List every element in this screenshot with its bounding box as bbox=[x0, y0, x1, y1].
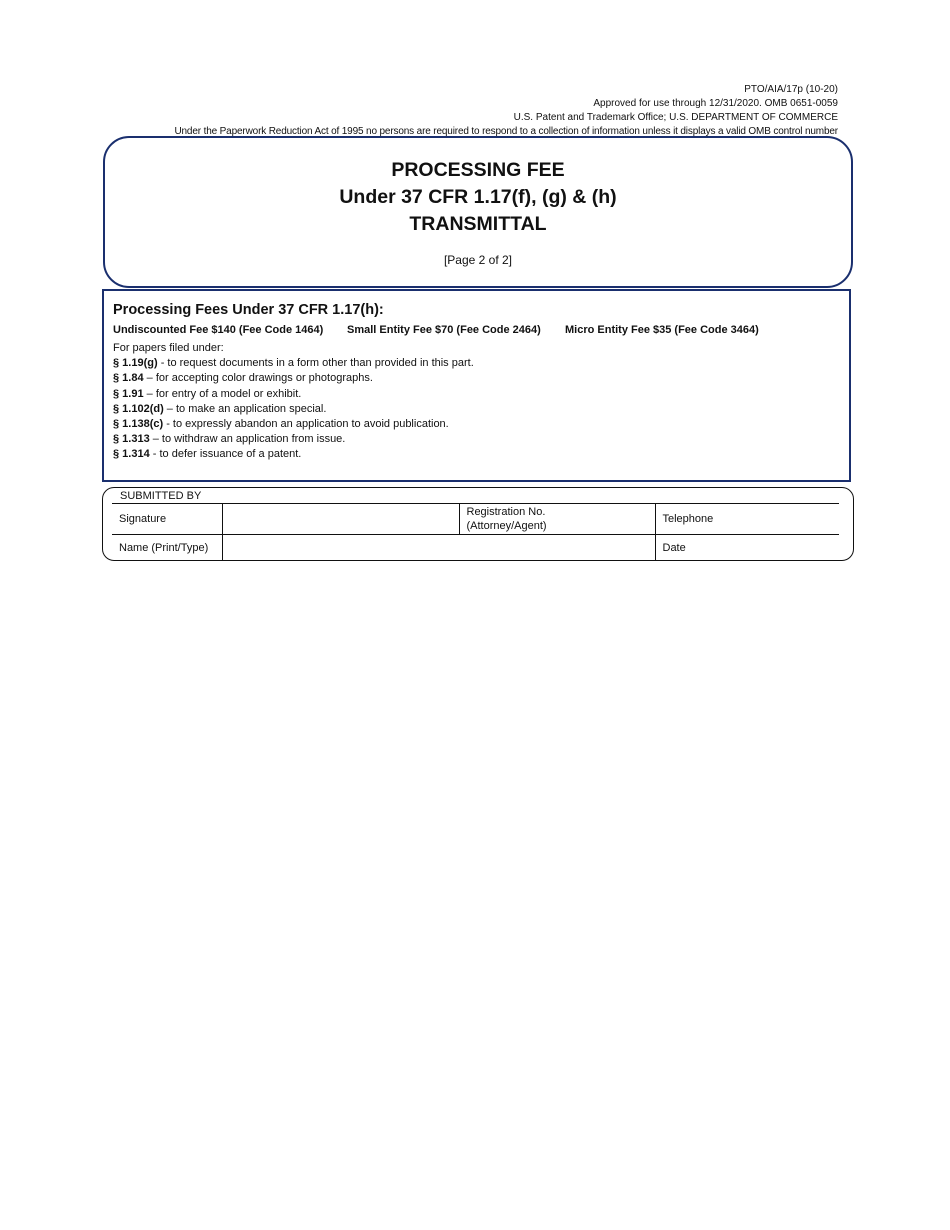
telephone-field[interactable] bbox=[655, 504, 839, 535]
form-header bbox=[174, 83, 838, 139]
agency-name: U.S. Patent and Trademark Office; U.S. DEPARTMENT OF COMMERCE bbox=[513, 112, 838, 123]
rule-number: § 1.102(d) bbox=[113, 402, 164, 415]
date-label: Date bbox=[662, 541, 686, 554]
rule-description: - to request documents in a form other than provided in this part. bbox=[157, 357, 474, 370]
rule-description: – to make an application special. bbox=[163, 402, 327, 415]
rule-description: – to withdraw an application from issue. bbox=[149, 433, 346, 446]
rule-number: § 1.84 bbox=[113, 372, 144, 385]
telephone-label: Telephone bbox=[662, 513, 714, 525]
rule-description: - to defer issuance of a patent. bbox=[149, 448, 302, 461]
rule-description: - to expressly abandon an application to avoid publication. bbox=[163, 418, 449, 431]
approval-notice: Approved for use through 12/31/2020. OMB 0651-0059 bbox=[593, 98, 838, 109]
rule-number: § 1.314 bbox=[113, 448, 150, 461]
rule-number: § 1.138(c) bbox=[113, 418, 164, 431]
list-item bbox=[113, 432, 474, 447]
registration-label: Registration No. bbox=[466, 506, 546, 518]
fees-heading: Processing Fees Under 37 CFR 1.17(h): bbox=[113, 302, 384, 318]
date-field[interactable] bbox=[655, 535, 839, 561]
rule-number: § 1.313 bbox=[113, 433, 150, 446]
micro-entity-fee: Micro Entity Fee $35 (Fee Code 3464) bbox=[565, 324, 759, 336]
papers-intro: For papers filed under: bbox=[113, 342, 224, 354]
papers-list bbox=[113, 341, 474, 463]
form-id: PTO/AIA/17p (10-20) bbox=[744, 84, 838, 95]
submitted-by-label: SUBMITTED BY bbox=[120, 490, 202, 502]
paperwork-notice: Under the Paperwork Reduction Act of 1995 no persons are required to respond to a collection of information unless it displays a valid OMB control number bbox=[174, 126, 838, 137]
list-item bbox=[113, 447, 474, 462]
small-entity-fee: Small Entity Fee $70 (Fee Code 2464) bbox=[347, 324, 541, 336]
title-box bbox=[103, 136, 853, 288]
signature-label: Signature bbox=[112, 504, 222, 535]
title-line-1: PROCESSING FEE bbox=[391, 159, 565, 181]
submitted-by-section bbox=[102, 487, 854, 561]
list-item bbox=[113, 356, 474, 371]
list-item bbox=[113, 371, 474, 386]
name-label: Name (Print/Type) bbox=[112, 535, 222, 561]
title-line-3: TRANSMITTAL bbox=[409, 213, 547, 235]
undiscounted-fee: Undiscounted Fee $140 (Fee Code 1464) bbox=[113, 324, 324, 336]
rule-number: § 1.19(g) bbox=[113, 357, 158, 370]
registration-field[interactable] bbox=[459, 504, 655, 535]
processing-fees-section bbox=[102, 289, 851, 482]
list-item bbox=[113, 402, 474, 417]
rule-description: – for entry of a model or exhibit. bbox=[143, 387, 302, 400]
title-line-2: Under 37 CFR 1.17(f), (g) & (h) bbox=[339, 186, 617, 208]
rule-number: § 1.91 bbox=[113, 387, 144, 400]
registration-sublabel: (Attorney/Agent) bbox=[466, 520, 547, 532]
name-field[interactable] bbox=[222, 535, 655, 561]
list-item bbox=[113, 387, 474, 402]
list-item bbox=[113, 417, 474, 432]
page-indicator: [Page 2 of 2] bbox=[443, 253, 513, 267]
rule-description: – for accepting color drawings or photographs. bbox=[143, 372, 373, 385]
signature-field[interactable] bbox=[222, 504, 459, 535]
signature-table bbox=[112, 503, 839, 560]
